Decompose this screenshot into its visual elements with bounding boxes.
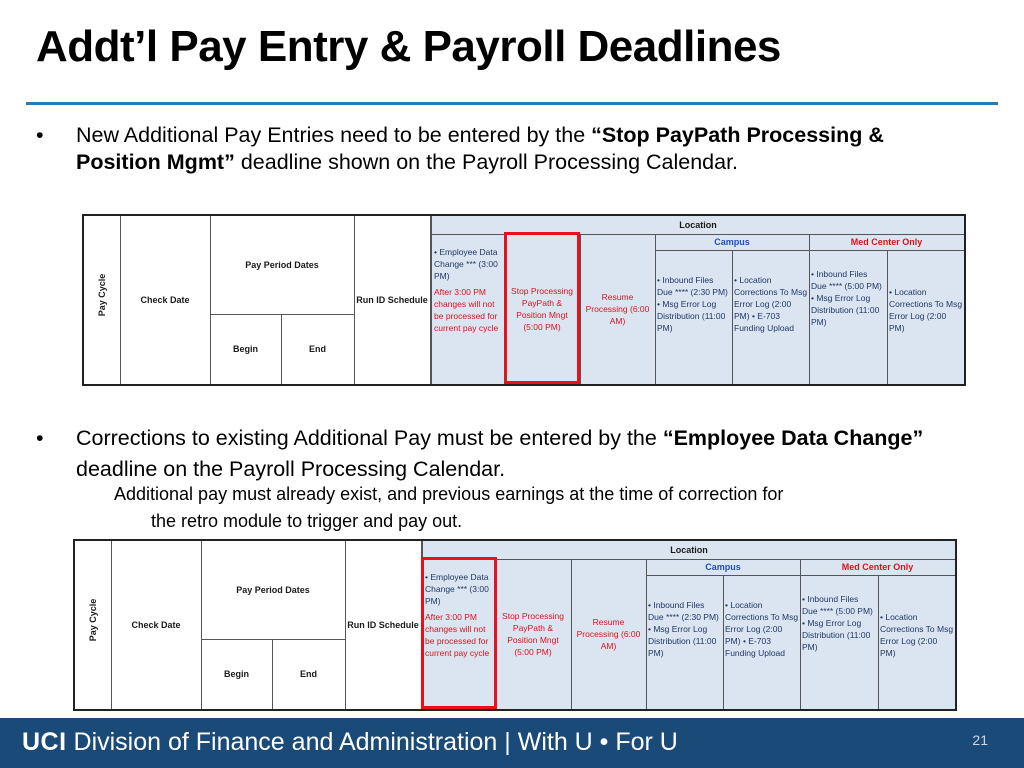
pay-period-dates-header: Pay Period Dates bbox=[245, 260, 319, 270]
begin-header: Begin bbox=[223, 669, 249, 679]
page-number: 21 bbox=[972, 732, 988, 748]
med-inbound-files-cell: • Inbound Files Due **** (5:00 PM) • Msg Error Log Distribution (11:00 PM) bbox=[802, 594, 873, 652]
employee-data-change-cell: • Employee Data Change *** (3:00 PM) bbox=[434, 247, 498, 281]
table-vertical-line bbox=[887, 250, 888, 384]
location-header: Location bbox=[670, 545, 708, 555]
pay-period-dates-header: Pay Period Dates bbox=[236, 585, 310, 595]
med-location-corrections-cell: • Location Corrections To Msg Error Log (2:00 PM) bbox=[889, 287, 963, 333]
footer-bar bbox=[0, 718, 1024, 768]
pay-cycle-header: Pay Cycle bbox=[88, 598, 98, 642]
table-vertical-line bbox=[800, 559, 801, 709]
med-location-corrections-cell: • Location Corrections To Msg Error Log (2:00 PM) bbox=[880, 612, 954, 658]
employee-data-change-cell: • Employee Data Change *** (3:00 PM) bbox=[425, 572, 489, 606]
page-title: Addt’l Pay Entry & Payroll Deadlines bbox=[36, 22, 781, 71]
resume-processing-cell: Resume Processing (6:00 AM) bbox=[576, 617, 641, 651]
bullet-corrections bbox=[36, 423, 996, 485]
table-vertical-line bbox=[878, 575, 879, 709]
table-vertical-line bbox=[646, 559, 647, 709]
med-inbound-files-cell: • Inbound Files Due **** (5:00 PM) • Msg Error Log Distribution (11:00 PM) bbox=[811, 269, 882, 327]
table-cell bbox=[84, 216, 120, 384]
campus-location-corrections-cell: • Location Corrections To Msg Error Log (2:00 PM) • E-703 Funding Upload bbox=[725, 600, 799, 658]
run-id-schedule-header: Run ID Schedule bbox=[356, 295, 428, 305]
end-header: End bbox=[309, 344, 326, 354]
pay-cycle-header: Pay Cycle bbox=[97, 273, 107, 317]
table-vertical-line bbox=[655, 234, 656, 384]
bullet2-text-post: deadline on the Payroll Processing Calendar. bbox=[76, 457, 506, 481]
table-vertical-line bbox=[723, 575, 724, 709]
uci-logo-text: UCI bbox=[22, 728, 67, 756]
bullet-new-entries bbox=[36, 122, 956, 176]
title-divider bbox=[26, 102, 998, 105]
table-vertical-line bbox=[809, 234, 810, 384]
bullet-dot: • bbox=[36, 426, 44, 450]
campus-header: Campus bbox=[714, 237, 750, 247]
stop-processing-cell: Stop Processing PayPath & Position Mngt (5:00 PM) bbox=[511, 286, 573, 332]
bullet1-text-post: deadline shown on the Payroll Processing Calendar. bbox=[234, 150, 739, 174]
bullet-dot: • bbox=[36, 123, 44, 147]
stop-processing-highlight bbox=[504, 232, 580, 384]
resume-processing-cell: Resume Processing (6:00 AM) bbox=[585, 292, 650, 326]
bullet1-text-bold: “Stop PayPath Processing & Position Mgmt” bbox=[76, 123, 884, 174]
sub-bullet-line-1: Additional pay must already exist, and previous earnings at the time of correction for bbox=[114, 484, 784, 504]
table-cell bbox=[434, 246, 504, 382]
campus-inbound-files-cell: • Inbound Files Due **** (2:30 PM) • Msg Error Log Distribution (11:00 PM) bbox=[648, 600, 719, 658]
stop-processing-cell: Stop Processing PayPath & Position Mngt (5:00 PM) bbox=[502, 611, 564, 657]
med-center-header: Med Center Only bbox=[841, 562, 914, 572]
end-header: End bbox=[300, 669, 317, 679]
bullet2-text-bold: “Employee Data Change” bbox=[662, 426, 924, 450]
med-center-header: Med Center Only bbox=[850, 237, 923, 247]
payroll-calendar-table-1 bbox=[82, 214, 966, 386]
run-id-schedule-header: Run ID Schedule bbox=[347, 620, 419, 630]
campus-inbound-files-cell: • Inbound Files Due **** (2:30 PM) • Msg Error Log Distribution (11:00 PM) bbox=[657, 275, 728, 333]
sub-bullet-line-2: the retro module to trigger and pay out. bbox=[151, 511, 463, 531]
footer-title bbox=[22, 728, 678, 757]
bullet2-text-pre: Corrections to existing Additional Pay must be entered by the bbox=[76, 426, 663, 450]
bullet1-text-pre: New Additional Pay Entries need to be entered by the bbox=[76, 123, 592, 147]
campus-header: Campus bbox=[705, 562, 741, 572]
location-header: Location bbox=[679, 220, 717, 230]
footer-division-text: Division of Finance and Administration | With U • For U bbox=[66, 728, 678, 756]
begin-header: Begin bbox=[232, 344, 258, 354]
employee-data-change-highlight bbox=[421, 557, 497, 709]
campus-location-corrections-cell: • Location Corrections To Msg Error Log (2:00 PM) • E-703 Funding Upload bbox=[734, 275, 808, 333]
after-3pm-note: After 3:00 PM changes will not be processed for current pay cycle bbox=[434, 287, 499, 333]
check-date-header: Check Date bbox=[131, 620, 181, 630]
payroll-calendar-table-2 bbox=[73, 539, 957, 711]
table-cell bbox=[75, 541, 111, 709]
after-3pm-note: After 3:00 PM changes will not be processed for current pay cycle bbox=[425, 612, 490, 658]
check-date-header: Check Date bbox=[140, 295, 190, 305]
table-vertical-line bbox=[732, 250, 733, 384]
